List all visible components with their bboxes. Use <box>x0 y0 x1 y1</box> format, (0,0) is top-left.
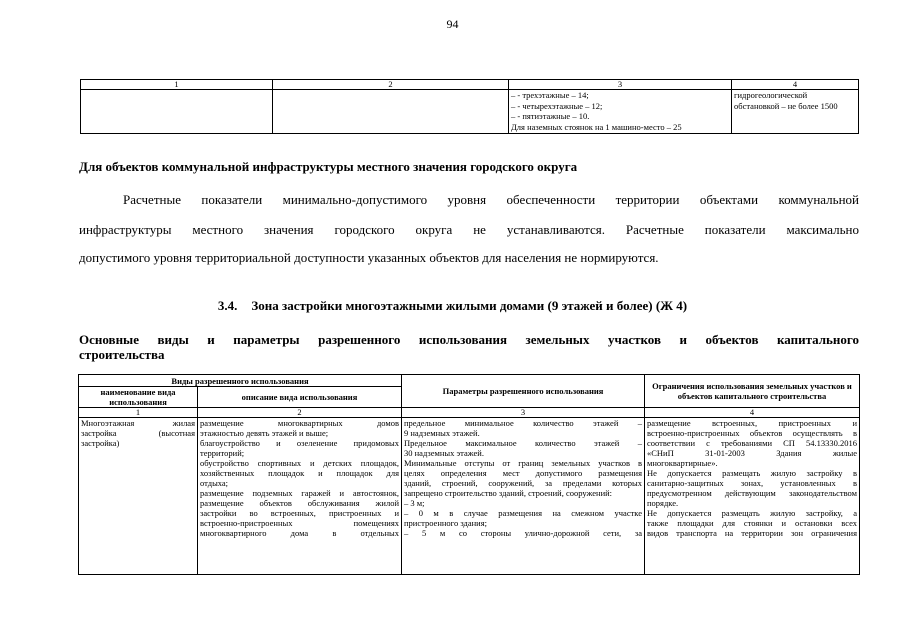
cell-line: хозяйственных площадок и площадок для <box>200 468 399 478</box>
continuation-table <box>80 79 859 134</box>
cell-line: отдыха; <box>200 478 229 488</box>
cell-line: Не допускается размещать жилую застройку, а <box>647 508 857 518</box>
header-sub-cell: описание вида использования <box>198 387 402 408</box>
table-cell <box>645 418 860 575</box>
cell-line: предельное минимальное количество этажей – <box>404 418 642 428</box>
zone-number: 3.4. <box>217 298 238 313</box>
cell-line: Не допускается размещать жилую застройку в <box>647 468 857 478</box>
zone-title-text: Зона застройки многоэтажными жилыми домами (9 этажей и более) (Ж 4) <box>251 298 688 313</box>
main-heading <box>79 332 859 362</box>
cell-line: зданий, строений, сооружений, за пределами которых <box>404 478 642 488</box>
cell-line: обустройство спортивных и детских площадок, <box>200 458 399 468</box>
table-cell <box>79 418 198 575</box>
cell-line: обстановкой – не более 1500 <box>734 100 838 111</box>
column-number: 2 <box>198 408 402 418</box>
column-number: 1 <box>81 80 273 90</box>
cell-line: Минимальные отступы от границ земельных участков в <box>404 458 642 468</box>
paragraph-line: Расчетные показатели минимально-допустимого уровня обеспеченности территории объектами коммунальной <box>123 192 859 207</box>
header-limits-cell: Ограничения использования земельных участков и объектов капитального строительства <box>645 375 860 408</box>
table-cell <box>273 90 509 134</box>
cell-line: запрещено строительство зданий, строений, сооружений: <box>404 488 613 498</box>
cell-line: – 3 м; <box>404 498 425 508</box>
cell-line: целях определения мест допустимого размещения <box>404 468 642 478</box>
cell-line: Для наземных стоянок на 1 машино-место – 25 <box>511 121 682 132</box>
cell-line: – - трехэтажные – 14; <box>511 90 589 100</box>
table-cell <box>402 418 645 575</box>
cell-line: размещение встроенных, пристроенных и <box>647 418 857 428</box>
paragraph-line: допустимого уровня территориальной доступности указанных объектов для населения не нормируются. <box>79 250 659 265</box>
table-row <box>79 418 860 575</box>
cell-line: застройка) <box>81 438 120 448</box>
cell-line: пристроенного здания; <box>404 518 487 528</box>
cell-line: соответствии с требованиями СП 54.13330.2016 <box>647 438 857 448</box>
cell-line: «СНиП 31-01-2003 Здания жилые <box>647 448 857 458</box>
table-number-row <box>81 80 859 90</box>
cell-line: встроенно-пристроенных помещениях <box>200 518 399 528</box>
column-number: 1 <box>79 408 198 418</box>
column-number: 3 <box>509 80 732 90</box>
cell-line: Многоэтажная жилая <box>81 418 195 428</box>
cell-line: санитарно-защитных зонах, установленных в <box>647 478 857 488</box>
cell-line: 9 надземных этажей. <box>404 428 480 438</box>
cell-line: этажностью девять этажей и выше; <box>200 428 329 438</box>
cell-line: благоустройство и озеленение придомовых <box>200 438 399 448</box>
cell-line: многоквартирные». <box>647 458 718 468</box>
column-number: 3 <box>402 408 645 418</box>
cell-line: размещение подземных гаражей и автостоянок, <box>200 488 399 498</box>
cell-line: порядке. <box>647 498 679 508</box>
main-heading-line: строительства <box>79 347 165 362</box>
cell-line: 30 надземных этажей. <box>404 448 484 458</box>
cell-line: – - четырехэтажные – 12; <box>511 100 603 111</box>
table-number-row <box>79 408 860 418</box>
cell-line: видов транспорта на территории зон ограничения <box>647 528 857 538</box>
cell-line: – - пятиэтажные – 10. <box>511 111 590 121</box>
zone-title <box>0 298 905 314</box>
page-number: 94 <box>446 17 459 31</box>
table-row <box>81 90 859 134</box>
cell-line: гидрогеологической <box>734 90 808 100</box>
table-header-row <box>79 375 860 387</box>
cell-line: застройки во встроенных, пристроенных и <box>200 508 399 518</box>
cell-line: предусмотренном действующим законодательством <box>647 488 857 498</box>
cell-line: – 5 м со стороны улично-дорожной сети, за <box>404 528 642 538</box>
cell-line: многоквартирного дома в отдельных <box>200 528 399 538</box>
cell-line: встроенно-пристроенных объектов осуществлять в <box>647 428 857 438</box>
cell-line: также площадки для стоянки и остановки всех <box>647 518 857 528</box>
cell-line: Предельное максимальное количество этажей – <box>404 438 642 448</box>
column-number: 4 <box>645 408 860 418</box>
table-cell <box>198 418 402 575</box>
table-cell <box>732 90 859 134</box>
column-number: 2 <box>273 80 509 90</box>
paragraph-line: инфраструктуры местного значения городского округа не устанавливаются. Расчетные показатели максимально <box>79 222 859 237</box>
cell-line: – 0 м в случае размещения на смежном участке <box>404 508 642 518</box>
header-params-cell: Параметры разрешенного использования <box>402 375 645 408</box>
cell-line: территорий; <box>200 448 245 458</box>
table-cell <box>81 90 273 134</box>
main-heading-line: Основные виды и параметры разрешенного использования земельных участков и объектов капитального <box>79 332 859 347</box>
permitted-use-table <box>78 374 860 575</box>
cell-line: размещение многоквартирных домов <box>200 418 399 428</box>
cell-line: застройка (высотная <box>81 428 195 438</box>
table-cell <box>509 90 732 134</box>
section-heading: Для объектов коммунальной инфраструктуры местного значения городского округа <box>79 159 578 174</box>
header-sub-cell: наименование вида использования <box>79 387 198 408</box>
column-number: 4 <box>732 80 859 90</box>
cell-line: размещение объектов обслуживания жилой <box>200 498 399 508</box>
header-group-cell: Виды разрешенного использования <box>79 375 402 387</box>
